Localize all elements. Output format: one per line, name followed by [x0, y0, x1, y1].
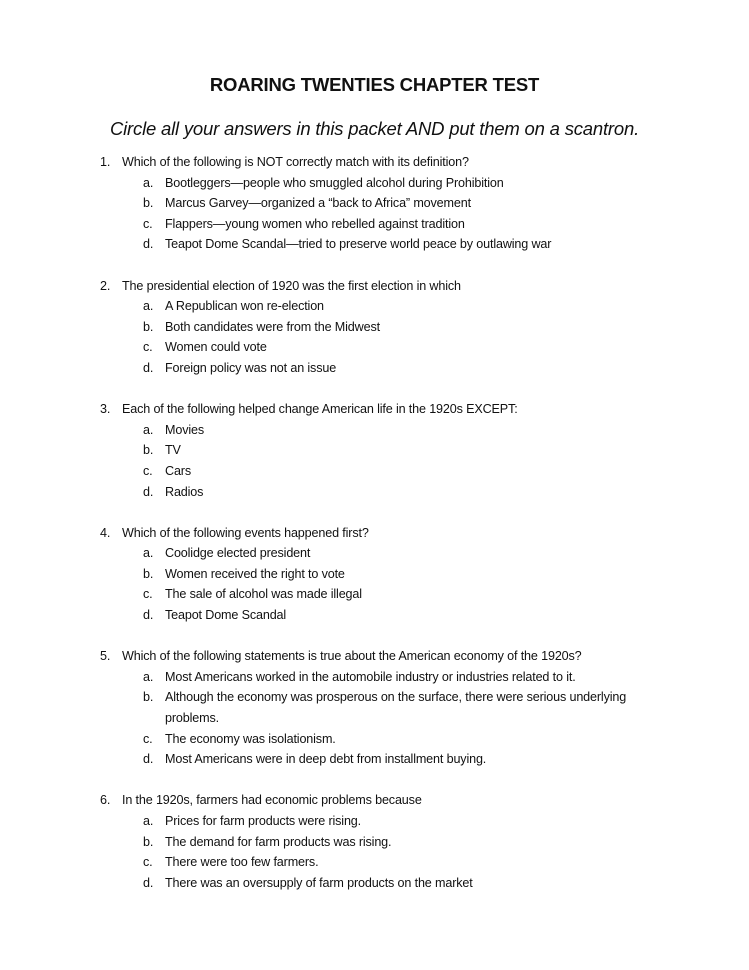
- option-text: Most Americans worked in the automobile industry or industries related to it.: [165, 669, 576, 684]
- answer-option: [143, 729, 700, 750]
- answer-option: [143, 667, 700, 688]
- option-letter: b.: [143, 690, 154, 705]
- option-letter: c.: [143, 340, 153, 355]
- page-title: ROARING TWENTIES CHAPTER TEST: [209, 74, 540, 95]
- option-text: Although the economy was prosperous on the surface, there were serious underlying problems.: [165, 690, 627, 726]
- answer-option: [143, 811, 700, 832]
- question-6: [100, 790, 700, 893]
- option-text: Teapot Dome Scandal—tried to preserve world peace by outlawing war: [165, 237, 552, 252]
- question-text: Which of the following is NOT correctly match with its definition?: [122, 155, 469, 169]
- option-text: Bootleggers—people who smuggled alcohol during Prohibition: [165, 175, 504, 190]
- question-5: [100, 646, 700, 770]
- question-1: [100, 152, 700, 255]
- question-line: [100, 523, 700, 544]
- option-letter: a.: [143, 669, 154, 684]
- question-line: [100, 790, 700, 811]
- option-text: Most Americans were in deep debt from installment buying.: [165, 752, 487, 767]
- option-text: Prices for farm products were rising.: [165, 814, 362, 828]
- option-letter: d.: [143, 752, 154, 767]
- question-line: [100, 152, 700, 173]
- answer-option: [143, 173, 700, 194]
- question-text: Each of the following helped change American life in the 1920s EXCEPT:: [122, 402, 518, 417]
- option-text: Coolidge elected president: [165, 546, 311, 561]
- answer-option: [143, 749, 700, 770]
- option-letter: b.: [143, 566, 154, 581]
- option-text: The economy was isolationism.: [165, 731, 336, 746]
- answer-option: [143, 873, 700, 894]
- answer-option: [143, 832, 700, 853]
- question-number: 4.: [100, 525, 111, 540]
- option-text: Cars: [165, 463, 191, 478]
- answer-option: [143, 584, 700, 605]
- option-letter: b.: [143, 443, 154, 458]
- option-text: Movies: [165, 422, 204, 437]
- answer-option: [143, 358, 700, 379]
- answer-option: [143, 193, 700, 214]
- option-letter: a.: [143, 546, 154, 561]
- option-text: Marcus Garvey—organized a “back to Africa” movement: [165, 196, 471, 211]
- option-letter: c.: [143, 216, 153, 231]
- answer-option: [143, 214, 700, 235]
- option-letter: b.: [143, 834, 154, 849]
- answer-option: [143, 317, 700, 338]
- answer-options: [143, 296, 700, 378]
- option-text: The sale of alcohol was made illegal: [165, 587, 362, 602]
- answer-option: [143, 543, 700, 564]
- answer-options: [143, 667, 700, 770]
- answer-option: [143, 296, 700, 317]
- option-letter: d.: [143, 484, 154, 499]
- answer-options: [143, 543, 700, 625]
- option-letter: d.: [143, 360, 154, 375]
- option-letter: c.: [143, 855, 153, 870]
- answer-options: [143, 420, 700, 502]
- question-2: [100, 276, 700, 379]
- option-text: A Republican won re-election: [165, 299, 324, 314]
- option-text: TV: [165, 443, 181, 458]
- answer-options: [143, 811, 700, 893]
- option-letter: d.: [143, 237, 154, 252]
- answer-options: [143, 173, 700, 255]
- question-text: The presidential election of 1920 was the first election in which: [122, 278, 461, 293]
- question-list: [100, 152, 700, 914]
- option-text: The demand for farm products was rising.: [165, 834, 392, 849]
- answer-option: [143, 687, 700, 728]
- question-text: Which of the following events happened first?: [122, 525, 369, 540]
- option-letter: a.: [143, 175, 154, 190]
- option-letter: a.: [143, 299, 154, 314]
- option-letter: d.: [143, 875, 154, 890]
- option-text: Radios: [165, 484, 204, 499]
- answer-option: [143, 461, 700, 482]
- answer-option: [143, 234, 700, 255]
- question-number: 1.: [100, 155, 111, 169]
- question-number: 3.: [100, 402, 111, 417]
- option-letter: b.: [143, 196, 154, 211]
- option-letter: c.: [143, 463, 153, 478]
- question-line: [100, 276, 700, 297]
- option-text: There was an oversupply of farm products on the market: [165, 875, 473, 890]
- question-text: Which of the following statements is true about the American economy of the 1920s?: [122, 649, 582, 664]
- question-number: 5.: [100, 649, 111, 664]
- option-letter: a.: [143, 814, 154, 828]
- option-text: Both candidates were from the Midwest: [165, 319, 380, 334]
- answer-option: [143, 852, 700, 873]
- option-text: Foreign policy was not an issue: [165, 360, 337, 375]
- answer-option: [143, 337, 700, 358]
- answer-option: [143, 420, 700, 441]
- option-text: Teapot Dome Scandal: [165, 608, 287, 623]
- option-letter: d.: [143, 608, 154, 623]
- instructions: Circle all your answers in this packet AND put them on a scantron.: [109, 118, 640, 139]
- option-letter: c.: [143, 731, 153, 746]
- question-line: [100, 399, 700, 420]
- option-text: Women received the right to vote: [165, 566, 345, 581]
- option-text: Women could vote: [165, 340, 267, 355]
- option-letter: a.: [143, 422, 154, 437]
- answer-option: [143, 605, 700, 626]
- option-text: Flappers—young women who rebelled against tradition: [165, 216, 465, 231]
- answer-option: [143, 482, 700, 503]
- option-letter: b.: [143, 319, 154, 334]
- option-text: There were too few farmers.: [165, 855, 319, 870]
- question-3: [100, 399, 700, 502]
- question-line: [100, 646, 700, 667]
- option-letter: c.: [143, 587, 153, 602]
- question-4: [100, 523, 700, 626]
- question-number: 2.: [100, 278, 111, 293]
- answer-option: [143, 564, 700, 585]
- question-number: 6.: [100, 793, 111, 808]
- answer-option: [143, 440, 700, 461]
- question-text: In the 1920s, farmers had economic problems because: [122, 793, 422, 808]
